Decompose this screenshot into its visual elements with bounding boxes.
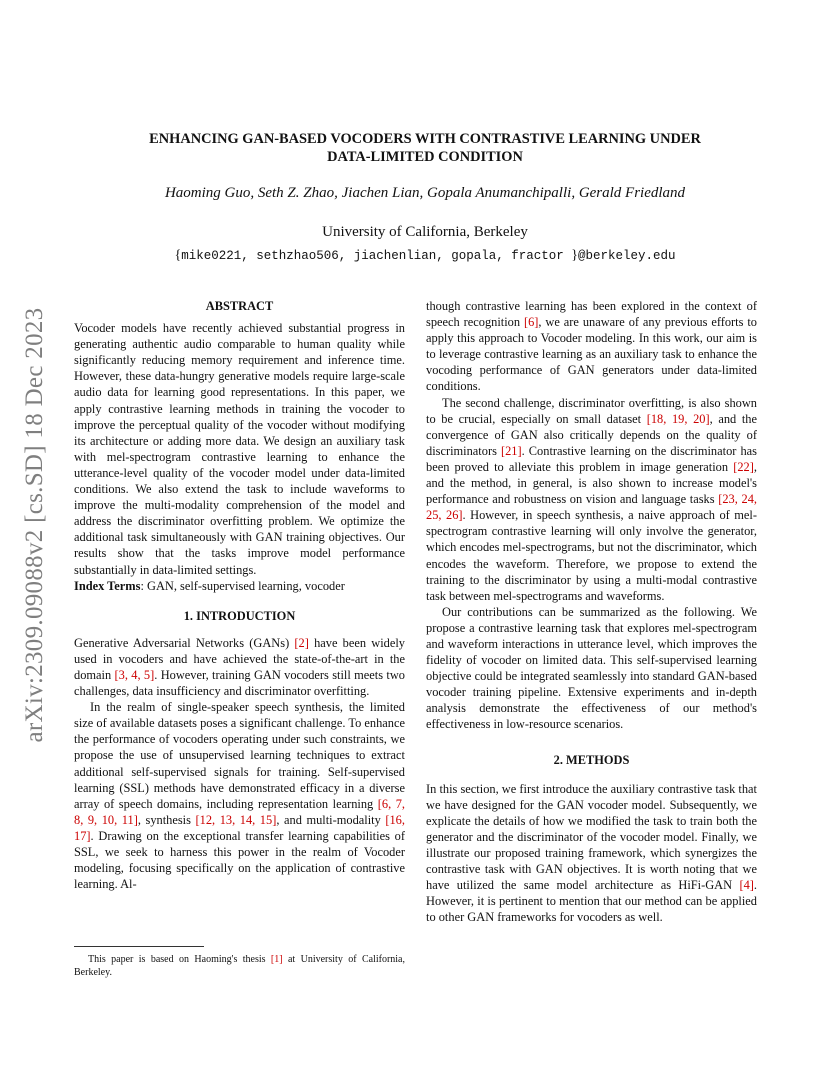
text-run: The second challenge, discriminator overfitting, is also shown to be crucial, especially on small dataset [426, 395, 757, 426]
index-terms [74, 578, 405, 594]
introduction-heading: 1. INTRODUCTION [183, 608, 296, 623]
intro-paragraph-1 [74, 635, 405, 699]
intro-paragraph-2 [74, 699, 405, 892]
footnote-rule [74, 946, 204, 947]
text-run: In the realm of single-speaker speech synthesis, the limited size of available datasets poses a significant challenge. To enhance the performance of vocoders operating under such constraints, we propose the use of unsupervised learning techniques to extract additional self-supervised signals for training. Self-supervised learning (SSL) methods have demonstrated efficacy in a diverse array of speech domains, including representation learning [74, 700, 405, 811]
text-run: , and multi-modality [276, 812, 386, 827]
left-column [74, 298, 405, 892]
methods-heading: 2. METHODS [553, 752, 630, 767]
text-run: . However, in speech synthesis, a naive approach of mel-spectrogram contrastive learning will only involve the generator, which encodes mel-spectrograms, but not the discriminator, which encodes the waveform. Therefore, we propose to extend the training to the discriminator by using a multi-modal contrastive task between mel-spectrograms and waveforms. [426, 508, 757, 603]
intro-paragraph-2-continued [426, 298, 757, 395]
text-run: , we are unaware of any previous efforts to apply this approach to Vocoder modeling. In this work, our aim is to leverage contrastive learning as an auxiliary task to enhance the vocoding performance of GAN generators under data-limited conditions. [426, 315, 757, 394]
text-run: though contrastive learning has been explored in the context of speech recognition [426, 299, 757, 330]
email-brace-close: } [571, 248, 578, 263]
arxiv-identifier: arXiv:2309.09088v2 [cs.SD] 18 Dec 2023 [21, 307, 48, 743]
contributions-paragraph: Our contributions can be summarized as the following. We propose a contrastive learning task that explores mel-spectrogram and waveform interactions in utterance level, which improves the fidelity of vocoder on limited data. This self-supervised learning objective could be integrated seamlessly into standard GAN-based vocoder training pipeline. Extensive experiments and in-depth analysis demonstrate the effectiveness of our method's effectiveness in low-resource scenarios. [426, 604, 757, 732]
methods-paragraph-1 [426, 781, 757, 926]
text-run: have been widely used in vocoders and have achieved the state-of-the-art in the domain [74, 635, 405, 682]
citation-link[interactable]: [22] [733, 459, 754, 474]
citation-link[interactable]: [18, 19, 20] [646, 411, 710, 426]
email-brace-open: { [174, 248, 182, 263]
text-run: at University of California, Berkeley. [74, 954, 405, 978]
citation-link[interactable]: [23, 24, 25, 26] [426, 492, 758, 523]
paper-title [60, 130, 790, 166]
text-run: . Contrastive learning on the discriminator has been proved to alleviate this problem in image generation [426, 443, 757, 474]
affiliation: University of California, Berkeley [322, 224, 528, 240]
text-run: . However, it is pertinent to mention that our method can be applied to other GAN frameworks for vocoders as well. [426, 878, 757, 925]
citation-link[interactable]: [21] [500, 443, 522, 458]
text-run: This paper is based on Haoming's thesis [88, 954, 271, 965]
text-run: , and the method, in general, is also shown to increase model's performance and robustness on vision and language tasks [426, 459, 757, 507]
citation-link[interactable]: [2] [294, 635, 309, 650]
author-list: Haoming Guo, Seth Z. Zhao, Jiachen Lian, Gopala Anumanchipalli, Gerald Friedland [164, 185, 686, 201]
citation-link[interactable]: [12, 13, 14, 15] [195, 812, 277, 827]
text-run: Generative Adversarial Networks (GANs) [74, 635, 295, 650]
text-run: , and the convergence of GAN also critically depends on the quality of discriminators [426, 411, 757, 458]
citation-link[interactable]: [1] [270, 954, 283, 965]
text-run: In this section, we first introduce the auxiliary contrastive task that we have designed for the GAN vocoder model. Subsequently, we explicate the details of how we modified the task to train both the generator and the discriminator of the vocoder model. Finally, we illustrate our proposed training framework, which synergizes the contrastive task with GAN objectives. It is worth noting that we have utilized the same model architecture as HiFi-GAN [426, 781, 757, 893]
title-line-1: ENHANCING GAN-BASED VOCODERS WITH CONTRASTIVE LEARNING UNDER [149, 131, 701, 147]
citation-link[interactable]: [16, 17] [74, 812, 405, 843]
citation-link[interactable]: [6] [523, 315, 539, 330]
footnote [74, 953, 405, 979]
title-line-2: DATA-LIMITED CONDITION [327, 149, 523, 165]
index-terms-values: : GAN, self-supervised learning, vocoder [140, 578, 345, 593]
right-column [426, 298, 757, 925]
arxiv-sidebar [20, 290, 50, 760]
text-run: , synthesis [137, 812, 196, 827]
index-terms-label: Index Terms [74, 578, 141, 593]
citation-link[interactable]: [3, 4, 5] [114, 667, 155, 682]
text-run: . Drawing on the exceptional transfer learning capabilities of SSL, we seek to harness this power in the realm of Vocoder modeling, focusing specifically on the application of contrastive learning. Al- [74, 828, 405, 892]
abstract-heading: ABSTRACT [205, 299, 274, 313]
email-domain: @berkeley.edu [578, 249, 676, 263]
email-line [60, 248, 790, 264]
citation-link[interactable]: [4] [739, 878, 754, 893]
abstract-text: Vocoder models have recently achieved substantial progress in generating authentic audio comparable to human quality while significantly reducing memory requirement and inference time. However, these data-hungry generative models require large-scale audio data for learning good representations. In this paper, we apply contrastive learning methods in training the vocoder to improve the perceptual quality of the vocoder without modifying its architecture or adding more data. We design an auxiliary task with mel-spectrogram contrastive learning to enhance the utterance-level quality of the vocoder model under data-limited conditions. We also extend the task to include waveforms to improve the multi-modality comprehension of the model and address the discriminator overfitting problem. We optimize the additional task simultaneously with GAN training objectives. Our results show that the tasks improve model performance substantially in data-limited settings. [74, 321, 405, 577]
citation-link[interactable]: [6, 7, 8, 9, 10, 11] [74, 796, 405, 827]
email-names: mike0221, sethzhao506, jiachenlian, gopala, fractor [181, 249, 572, 263]
intro-paragraph-3 [426, 395, 757, 604]
text-run: . However, training GAN vocoders still meets two challenges, data insufficiency and discriminator overfitting. [74, 667, 405, 699]
